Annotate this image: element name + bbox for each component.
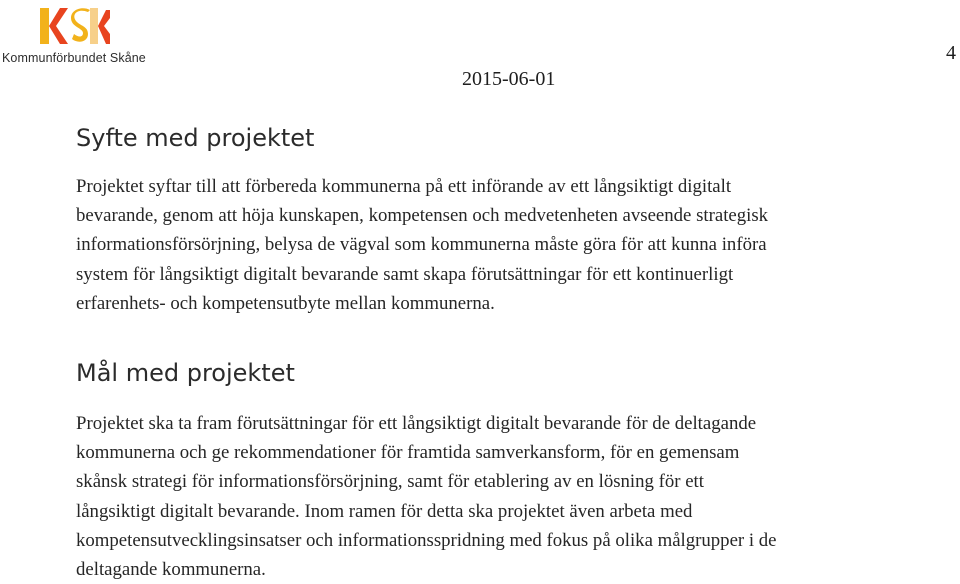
section-paragraph-goals [76, 409, 956, 584]
paragraph-line: Projektet syftar till att förbereda kommunerna på ett införande av ett långsiktigt digitalt [76, 176, 732, 197]
section-heading-purpose: Syfte med projektet [76, 124, 315, 152]
paragraph-line: system för långsiktigt digitalt bevarande samt skapa förutsättningar för ett kontinuerligt [76, 263, 734, 285]
paragraph-line: informationsförsörjning, belysa de vägval som kommunerna måste göra för att kunna införa [76, 234, 767, 256]
paragraph-line: bevarande, genom att höja kunskapen, kompetensen och medvetenheten avseende strategisk [76, 205, 769, 227]
paragraph-line: kommunerna och ge rekommendationer för framtida samverkansform, för en gemensam [76, 442, 740, 464]
section-paragraph-purpose [76, 172, 956, 318]
organization-name: Kommunförbundet Skåne [2, 51, 146, 65]
paragraph-line: deltagande kommunerna. [76, 559, 266, 581]
paragraph-line: skånsk strategi för informationsförsörjning, samt för etablering av en lösning för ett [76, 471, 704, 493]
ksk-logo-icon [38, 4, 110, 48]
paragraph-line: Projektet ska ta fram förutsättningar för ett långsiktigt digitalt bevarande för de deltagande [76, 413, 757, 434]
paragraph-line: kompetensutvecklingsinsatser och informationsspridning med fokus på olika målgrupper i de [76, 529, 777, 551]
section-heading-goals: Mål med projektet [76, 359, 295, 387]
page-number: 4 [946, 42, 956, 64]
paragraph-line: erfarenhets- och kompetensutbyte mellan kommunerna. [76, 292, 495, 314]
document-date: 2015-06-01 [462, 68, 556, 90]
organization-logo [0, 4, 160, 66]
paragraph-line: långsiktigt digitalt bevarande. Inom ramen för detta ska projektet även arbeta med [76, 500, 693, 522]
